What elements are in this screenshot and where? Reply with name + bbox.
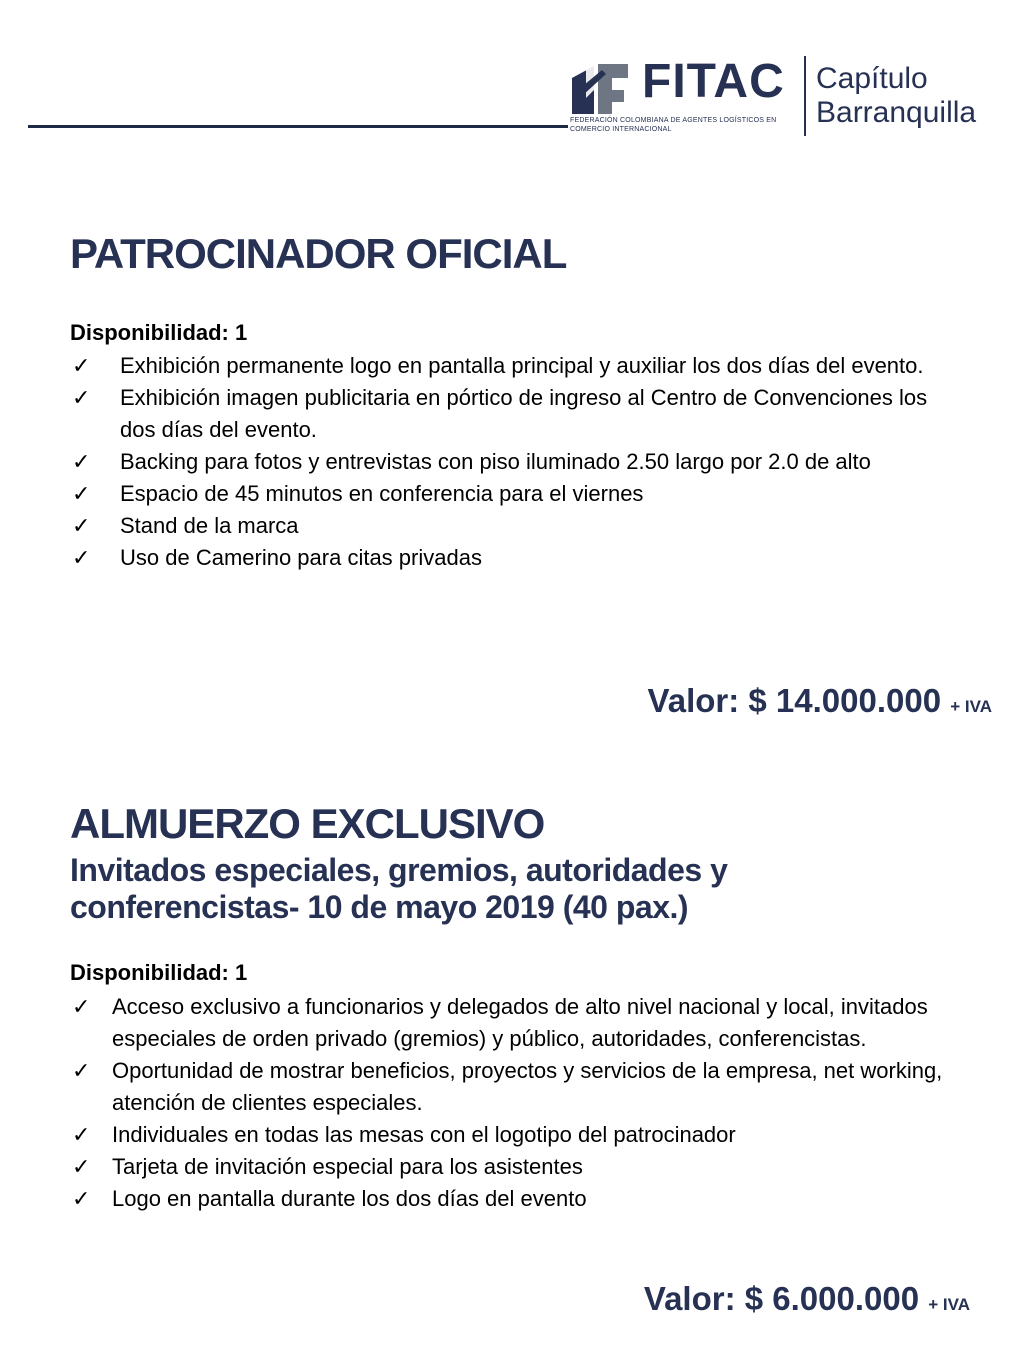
section1-tax: + IVA <box>950 697 992 716</box>
section1-benefits-list <box>70 350 960 574</box>
list-item: ✓ Backing para fotos y entrevistas con piso iluminado 2.50 largo por 2.0 de alto <box>70 446 960 478</box>
list-item: ✓ Individuales en todas las mesas con el logotipo del patrocinador <box>70 1119 960 1151</box>
check-icon: ✓ <box>72 994 91 1019</box>
section2-tax: + IVA <box>928 1295 970 1314</box>
check-icon: ✓ <box>72 1154 91 1179</box>
section2-price-value: Valor: $ 6.000.000 <box>643 1280 920 1317</box>
section1-availability: Disponibilidad: 1 <box>70 320 248 345</box>
list-item: ✓ Oportunidad de mostrar beneficios, proyectos y servicios de la empresa, net working, atención de clientes especiales. <box>70 1055 960 1119</box>
logo-name: FITAC <box>642 55 785 108</box>
check-icon: ✓ <box>72 513 91 538</box>
section1-price <box>648 682 992 720</box>
list-item: ✓ Acceso exclusivo a funcionarios y delegados de alto nivel nacional y local, invitados especiales de orden privado (gremios) y público, autoridades, conferencistas. <box>70 991 960 1055</box>
section1-title: PATROCINADOR OFICIAL <box>70 230 567 277</box>
list-item: ✓ Espacio de 45 minutos en conferencia para el viernes <box>70 478 960 510</box>
header-rule <box>28 125 568 128</box>
check-icon: ✓ <box>72 1186 91 1211</box>
logo-subtitle: FEDERACIÓN COLOMBIANA DE AGENTES LOGÍSTICOS EN COMERCIO INTERNACIONAL <box>570 117 777 133</box>
list-item: ✓ Uso de Camerino para citas privadas <box>70 542 960 574</box>
section2-subtitle: Invitados especiales, gremios, autoridades y conferencistas- 10 de mayo 2019 (40 pax.) <box>70 852 728 925</box>
check-icon: ✓ <box>72 353 91 378</box>
check-icon: ✓ <box>72 1058 91 1083</box>
section2-benefits-list <box>70 991 960 1215</box>
logo-chapter-line2: Barranquilla <box>816 96 977 129</box>
section2-title: ALMUERZO EXCLUSIVO <box>70 800 545 847</box>
check-icon: ✓ <box>72 481 91 506</box>
logo-chapter-line1: Capítulo <box>816 62 928 95</box>
logo-chapter <box>816 62 976 130</box>
section2-availability: Disponibilidad: 1 <box>70 960 248 985</box>
section2-price <box>644 1280 970 1318</box>
check-icon: ✓ <box>72 449 91 474</box>
fitac-emblem-icon <box>568 56 632 120</box>
list-item: ✓ Exhibición imagen publicitaria en pórtico de ingreso al Centro de Convenciones los dos días del evento. <box>70 382 960 446</box>
check-icon: ✓ <box>72 1122 91 1147</box>
check-icon: ✓ <box>72 385 91 410</box>
section1-price-value: Valor: $ 14.000.000 <box>647 682 942 719</box>
list-item: ✓ Logo en pantalla durante los dos días del evento <box>70 1183 960 1215</box>
list-item: ✓ Tarjeta de invitación especial para los asistentes <box>70 1151 960 1183</box>
list-item: ✓ Exhibición permanente logo en pantalla principal y auxiliar los dos días del evento. <box>70 350 960 382</box>
logo-divider <box>804 56 806 136</box>
list-item: ✓ Stand de la marca <box>70 510 960 542</box>
check-icon: ✓ <box>72 545 91 570</box>
fitac-logo <box>568 50 998 150</box>
